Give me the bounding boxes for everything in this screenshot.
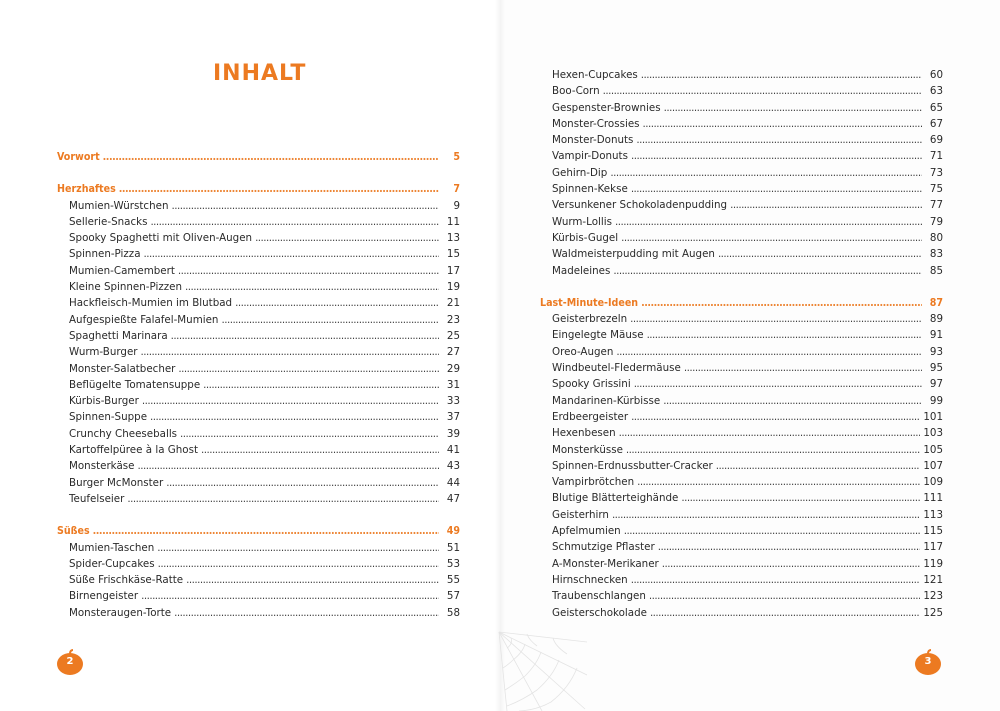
toc-entry-page: 111 xyxy=(923,492,943,505)
toc-leader-dots xyxy=(185,279,439,295)
toc-entry[interactable] xyxy=(540,588,943,604)
toc-entry-label: Wurm-Burger xyxy=(69,346,138,359)
toc-entry-page: 77 xyxy=(929,199,943,212)
toc-leader-dots xyxy=(103,149,439,165)
page-number-left xyxy=(56,648,84,676)
toc-entry-page: 71 xyxy=(929,150,943,163)
toc-entry-page: 121 xyxy=(923,573,943,586)
toc-leader-dots xyxy=(636,132,922,148)
toc-leader-dots xyxy=(150,214,439,230)
toc-entry[interactable] xyxy=(540,246,943,262)
toc-entry-label: Crunchy Cheeseballs xyxy=(69,427,178,440)
toc-leader-dots xyxy=(650,605,920,621)
page-number-right xyxy=(914,648,942,676)
toc-leader-dots xyxy=(641,295,922,311)
toc-entry-page: 123 xyxy=(923,590,943,603)
toc-entry[interactable] xyxy=(57,572,460,588)
toc-entry-page: 83 xyxy=(929,248,943,261)
toc-entry-page: 69 xyxy=(929,134,943,147)
toc-leader-dots xyxy=(203,377,439,393)
toc-entry[interactable] xyxy=(540,409,943,425)
toc-entry-label: Gehirn-Dip xyxy=(552,166,608,179)
toc-entry[interactable] xyxy=(57,393,460,409)
toc-entry-label: Blutige Blätterteighände xyxy=(552,492,679,505)
toc-entry-page: 53 xyxy=(446,557,460,570)
toc-leader-dots xyxy=(150,409,439,425)
toc-leader-dots xyxy=(255,230,439,246)
toc-entry[interactable] xyxy=(57,230,460,246)
toc-entry[interactable] xyxy=(540,327,943,343)
toc-entry[interactable] xyxy=(540,572,943,588)
toc-entry-label: Geisterschokolade xyxy=(552,606,647,619)
toc-leader-dots xyxy=(630,311,922,327)
toc-entry[interactable] xyxy=(540,100,943,116)
toc-entry-label: Hexen-Cupcakes xyxy=(552,69,638,81)
toc-leader-dots xyxy=(613,263,922,279)
toc-entry[interactable] xyxy=(540,360,943,376)
toc-leader-dots xyxy=(612,507,920,523)
toc-entry-label: Kartoffelpüree à la Ghost xyxy=(69,444,198,457)
toc-entry-label: Wurm-Lollis xyxy=(552,215,612,228)
toc-entry[interactable] xyxy=(540,148,943,164)
toc-entry-page: 99 xyxy=(929,394,943,407)
toc-leader-dots xyxy=(641,67,922,83)
toc-entry-page: 89 xyxy=(929,313,943,326)
toc-section xyxy=(57,523,460,621)
toc-leader-dots xyxy=(631,181,922,197)
toc-entry-page: 25 xyxy=(446,329,460,342)
toc-entry[interactable] xyxy=(540,132,943,148)
toc-entry-page: 97 xyxy=(929,378,943,391)
toc-entry-label: Eingelegte Mäuse xyxy=(552,329,644,342)
toc-entry-page: 117 xyxy=(923,541,943,554)
toc-entry[interactable] xyxy=(540,425,943,441)
toc-entry-page: 21 xyxy=(446,297,460,310)
toc-entry-page: 47 xyxy=(446,492,460,505)
toc-entry-page: 39 xyxy=(446,427,460,440)
toc-entry-page: 119 xyxy=(923,557,943,570)
toc-leader-dots xyxy=(616,344,922,360)
toc-leader-dots xyxy=(716,458,921,474)
toc-entry-page: 80 xyxy=(929,231,943,244)
toc-entry[interactable] xyxy=(57,361,460,377)
toc-entry-label: Hackfleisch-Mumien im Blutbad xyxy=(69,297,233,310)
toc-entry-label: Monsterkäse xyxy=(69,460,135,473)
toc-entry[interactable] xyxy=(540,83,943,99)
toc-entry-page: 113 xyxy=(923,508,943,521)
toc-leader-dots xyxy=(178,263,439,279)
toc-heading-label: Herzhaftes xyxy=(57,183,116,196)
toc-entry-label: Geisterhirn xyxy=(552,508,609,521)
toc-leader-dots xyxy=(141,588,439,604)
toc-entry-label: Versunkener Schokoladenpudding xyxy=(552,199,728,212)
toc-entry-page: 67 xyxy=(929,117,943,130)
toc-leader-dots xyxy=(684,360,922,376)
toc-entry-page: 27 xyxy=(446,346,460,359)
toc-entry-page: 85 xyxy=(929,264,943,277)
toc-leader-dots xyxy=(158,556,439,572)
toc-leader-dots xyxy=(730,197,922,213)
toc-entry-label: Vampir-Donuts xyxy=(552,150,628,163)
toc-entry-label: Sellerie-Snacks xyxy=(69,215,148,228)
toc-left-column xyxy=(57,149,460,621)
toc-entry[interactable] xyxy=(540,474,943,490)
toc-entry[interactable] xyxy=(540,197,943,213)
toc-entry-label: Monsterküsse xyxy=(552,443,623,456)
toc-entry[interactable] xyxy=(57,442,460,458)
toc-heading-label: Vorwort xyxy=(57,151,100,163)
toc-entry-label: Schmutzige Pflaster xyxy=(552,541,655,554)
toc-entry-page: 11 xyxy=(446,215,460,228)
toc-entry-label: Spinnen-Pizza xyxy=(69,248,141,261)
toc-section-heading[interactable] xyxy=(57,181,460,197)
toc-entry-label: Madeleines xyxy=(552,264,611,277)
toc-entry-page: 95 xyxy=(929,362,943,375)
book-gutter xyxy=(495,0,505,711)
toc-entry-page: 13 xyxy=(446,232,460,245)
toc-entry-label: Gespenster-Brownies xyxy=(552,101,661,114)
toc-entry-label: Boo-Corn xyxy=(552,85,600,98)
toc-section-heading[interactable] xyxy=(57,149,460,165)
toc-entry-label: Mandarinen-Kürbisse xyxy=(552,394,661,407)
toc-entry[interactable] xyxy=(57,377,460,393)
toc-leader-dots xyxy=(93,523,439,539)
toc-entry-label: A-Monster-Merikaner xyxy=(552,557,659,570)
toc-entry[interactable] xyxy=(57,246,460,262)
toc-leader-dots xyxy=(157,540,439,556)
toc-leader-dots xyxy=(664,100,922,116)
toc-entry-label: Mumien-Camembert xyxy=(69,264,175,277)
toc-leader-dots xyxy=(221,312,439,328)
toc-entry-label: Hirnschnecken xyxy=(552,573,628,586)
toc-leader-dots xyxy=(615,214,922,230)
toc-leader-dots xyxy=(144,246,439,262)
toc-right-column xyxy=(540,67,943,621)
toc-leader-dots xyxy=(663,393,922,409)
toc-entry-label: Mumien-Würstchen xyxy=(69,199,169,212)
page-number-text: 3 xyxy=(924,656,932,667)
toc-entry-label: Süße Frischkäse-Ratte xyxy=(69,574,184,587)
toc-entry[interactable] xyxy=(57,198,460,214)
spiderweb-icon xyxy=(497,630,587,711)
toc-entry-page: 51 xyxy=(446,541,460,554)
toc-entry-page: 91 xyxy=(929,329,943,342)
toc-entry-page: 37 xyxy=(446,411,460,424)
toc-heading-page: 5 xyxy=(453,151,460,163)
toc-leader-dots xyxy=(643,116,922,132)
toc-leader-dots xyxy=(621,230,922,246)
toc-leader-dots xyxy=(174,605,439,621)
toc-entry-label: Aufgespießte Falafel-Mumien xyxy=(69,313,219,326)
toc-entry[interactable] xyxy=(540,344,943,360)
toc-entry-page: 33 xyxy=(446,395,460,408)
toc-entry-page: 29 xyxy=(446,362,460,375)
toc-entry-label: Monster-Salatbecher xyxy=(69,362,176,375)
toc-entry[interactable] xyxy=(540,490,943,506)
toc-entry[interactable] xyxy=(540,458,943,474)
toc-entry[interactable] xyxy=(540,181,943,197)
toc-entry[interactable] xyxy=(57,279,460,295)
toc-entry-label: Vampirbrötchen xyxy=(552,476,635,489)
toc-entry-page: 75 xyxy=(929,183,943,196)
toc-entry-label: Windbeutel-Fledermäuse xyxy=(552,362,681,375)
toc-entry-label: Spider-Cupcakes xyxy=(69,557,155,570)
toc-entry-label: Spooky Spaghetti mit Oliven-Augen xyxy=(69,232,253,245)
toc-leader-dots xyxy=(119,181,439,197)
toc-entry-label: Kürbis-Gugel xyxy=(552,231,619,244)
toc-entry[interactable] xyxy=(540,507,943,523)
toc-entry[interactable] xyxy=(540,393,943,409)
toc-entry-page: 125 xyxy=(923,606,943,619)
toc-entry[interactable] xyxy=(540,116,943,132)
page-number-text: 2 xyxy=(66,656,74,667)
toc-entry[interactable] xyxy=(57,328,460,344)
toc-entry-page: 107 xyxy=(923,459,943,472)
toc-entry[interactable] xyxy=(540,230,943,246)
toc-entry-label: Spinnen-Kekse xyxy=(552,183,628,196)
toc-entry[interactable] xyxy=(540,442,943,458)
toc-leader-dots xyxy=(649,588,920,604)
toc-leader-dots xyxy=(142,393,439,409)
toc-entry-page: 41 xyxy=(446,444,460,457)
toc-entry-page: 31 xyxy=(446,378,460,391)
toc-heading-label: Süßes xyxy=(57,525,90,538)
toc-entry-label: Birnengeister xyxy=(69,590,139,603)
toc-heading-page: 87 xyxy=(929,296,943,309)
toc-entry-page: 44 xyxy=(446,476,460,489)
toc-leader-dots xyxy=(178,361,439,377)
toc-entry-page: 57 xyxy=(446,590,460,603)
toc-entry[interactable] xyxy=(57,605,460,621)
toc-entry-page: 65 xyxy=(929,101,943,114)
toc-entry[interactable] xyxy=(57,263,460,279)
toc-heading-page: 49 xyxy=(446,525,460,538)
toc-entry-label: Geisterbrezeln xyxy=(552,313,628,326)
toc-entry-page: 79 xyxy=(929,215,943,228)
toc-entry[interactable] xyxy=(57,409,460,425)
toc-leader-dots xyxy=(603,83,922,99)
toc-entry-page: 73 xyxy=(929,166,943,179)
toc-leader-dots xyxy=(610,165,922,181)
toc-entry-label: Kürbis-Burger xyxy=(69,395,139,408)
toc-entry[interactable] xyxy=(540,376,943,392)
toc-entry-page: 103 xyxy=(923,427,943,440)
toc-entry[interactable] xyxy=(57,295,460,311)
toc-entry[interactable] xyxy=(540,556,943,572)
toc-entry-page: 93 xyxy=(929,345,943,358)
toc-leader-dots xyxy=(681,490,920,506)
toc-heading-page: 7 xyxy=(453,183,460,196)
toc-entry-label: Spinnen-Erdnussbutter-Cracker xyxy=(552,459,713,472)
toc-section xyxy=(540,67,943,279)
toc-entry-page: 115 xyxy=(923,525,943,538)
toc-entry[interactable] xyxy=(540,311,943,327)
toc-leader-dots xyxy=(662,556,921,572)
toc-entry[interactable] xyxy=(540,263,943,279)
toc-entry-page: 9 xyxy=(453,199,460,212)
toc-section-heading[interactable] xyxy=(57,523,460,539)
toc-section-heading[interactable] xyxy=(540,295,943,311)
toc-leader-dots xyxy=(619,425,921,441)
toc-entry-label: Spooky Grissini xyxy=(552,378,631,391)
toc-entry-page: 63 xyxy=(929,85,943,98)
toc-entry[interactable] xyxy=(540,165,943,181)
toc-entry-label: Hexenbesen xyxy=(552,427,616,440)
toc-entry[interactable] xyxy=(57,588,460,604)
toc-leader-dots xyxy=(201,442,439,458)
toc-leader-dots xyxy=(171,328,439,344)
toc-leader-dots xyxy=(631,572,921,588)
toc-entry[interactable] xyxy=(57,214,460,230)
toc-entry-label: Spinnen-Suppe xyxy=(69,411,148,424)
toc-entry-page: 60 xyxy=(929,69,943,81)
toc-leader-dots xyxy=(637,474,920,490)
toc-entry-label: Apfelmumien xyxy=(552,525,621,538)
toc-leader-dots xyxy=(631,148,922,164)
toc-entry-page: 19 xyxy=(446,281,460,294)
toc-entry[interactable] xyxy=(57,426,460,442)
toc-entry[interactable] xyxy=(57,475,460,491)
toc-entry[interactable] xyxy=(540,214,943,230)
toc-entry-label: Oreo-Augen xyxy=(552,345,614,358)
toc-leader-dots xyxy=(127,491,439,507)
toc-entry[interactable] xyxy=(540,523,943,539)
toc-entry-label: Spaghetti Marinara xyxy=(69,329,168,342)
toc-entry[interactable] xyxy=(540,539,943,555)
toc-entry[interactable] xyxy=(57,491,460,507)
toc-leader-dots xyxy=(626,442,920,458)
toc-leader-dots xyxy=(634,376,922,392)
toc-entry-label: Mumien-Taschen xyxy=(69,541,155,554)
toc-entry-page: 17 xyxy=(446,264,460,277)
toc-leader-dots xyxy=(658,539,921,555)
toc-entry-page: 101 xyxy=(923,410,943,423)
toc-leader-dots xyxy=(141,344,439,360)
toc-entry-label: Waldmeisterpudding mit Augen xyxy=(552,248,715,261)
page-title: INHALT xyxy=(213,61,307,86)
toc-entry-label: Monster-Crossies xyxy=(552,117,640,130)
toc-leader-dots xyxy=(631,409,920,425)
toc-entry-page: 15 xyxy=(446,248,460,261)
toc-entry[interactable] xyxy=(540,67,943,83)
toc-entry-label: Kleine Spinnen-Pizzen xyxy=(69,281,183,294)
toc-leader-dots xyxy=(186,572,439,588)
toc-leader-dots xyxy=(137,458,439,474)
toc-entry-label: Erdbeergeister xyxy=(552,410,629,423)
toc-entry-page: 23 xyxy=(446,313,460,326)
toc-entry-page: 109 xyxy=(923,476,943,489)
toc-section xyxy=(540,295,943,621)
toc-entry-label: Beflügelte Tomatensuppe xyxy=(69,378,201,391)
toc-leader-dots xyxy=(171,198,439,214)
toc-entry[interactable] xyxy=(57,312,460,328)
toc-leader-dots xyxy=(166,475,439,491)
toc-entry[interactable] xyxy=(57,556,460,572)
toc-leader-dots xyxy=(647,327,922,343)
toc-leader-dots xyxy=(718,246,922,262)
toc-entry[interactable] xyxy=(540,605,943,621)
toc-entry[interactable] xyxy=(57,344,460,360)
toc-entry-label: Teufelseier xyxy=(69,492,125,505)
toc-entry[interactable] xyxy=(57,458,460,474)
toc-entry-label: Monster-Donuts xyxy=(552,134,634,147)
toc-entry-label: Burger McMonster xyxy=(69,476,164,489)
toc-entry-page: 55 xyxy=(446,574,460,587)
toc-entry-label: Monsteraugen-Torte xyxy=(69,606,172,619)
toc-entry-label: Traubenschlangen xyxy=(552,590,646,603)
toc-section xyxy=(57,181,460,507)
toc-leader-dots xyxy=(180,426,439,442)
toc-leader-dots xyxy=(235,295,439,311)
toc-section xyxy=(57,149,460,165)
toc-heading-label: Last-Minute-Ideen xyxy=(540,296,639,309)
toc-entry-page: 58 xyxy=(446,606,460,619)
toc-leader-dots xyxy=(624,523,921,539)
toc-entry-page: 105 xyxy=(923,443,943,456)
toc-entry[interactable] xyxy=(57,540,460,556)
toc-entry-page: 43 xyxy=(446,460,460,473)
